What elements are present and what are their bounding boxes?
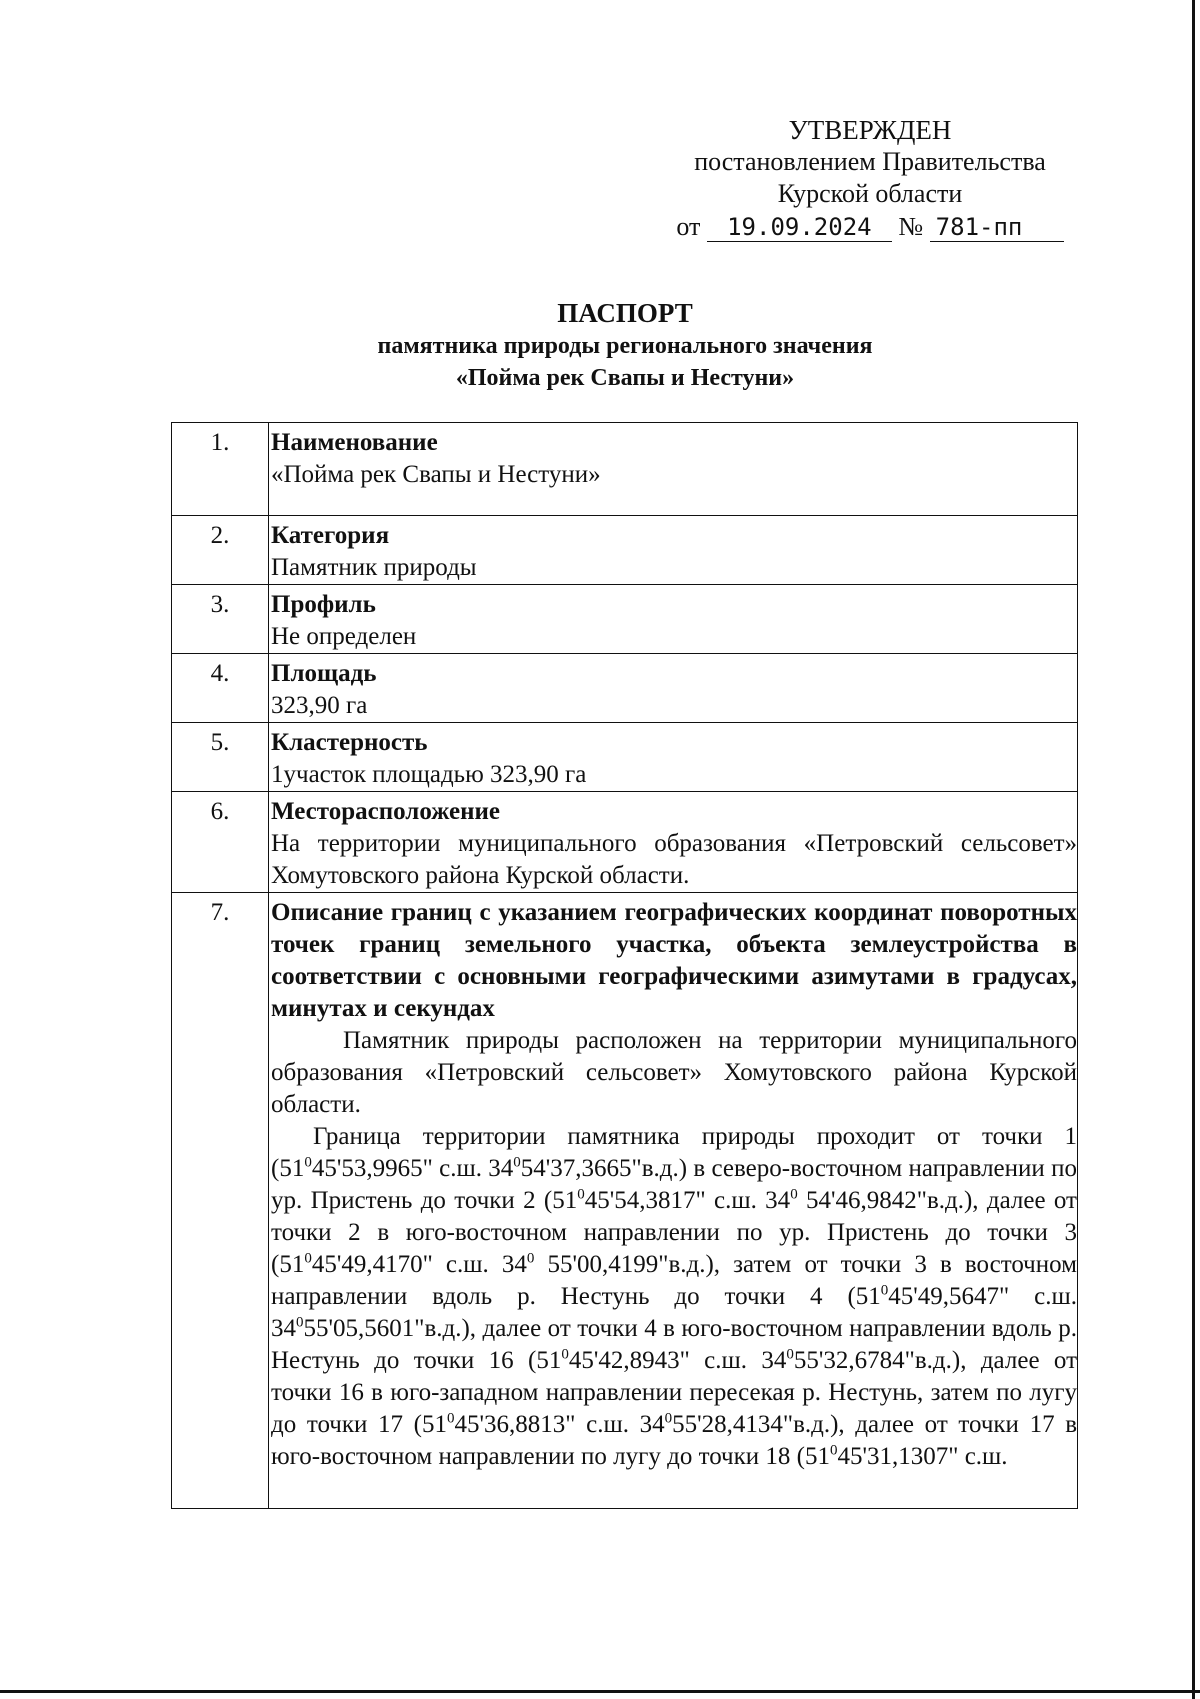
row-title: Профиль — [271, 591, 376, 618]
row-number: 7. — [172, 893, 269, 1509]
row-paragraph-2 — [271, 1121, 1077, 1473]
degree-mark: 0 — [790, 1186, 798, 1203]
document-heading — [160, 296, 1090, 394]
row-text: 323,90 га — [271, 692, 368, 719]
text-span: 45'49,4170" с.ш. 34 — [311, 1251, 527, 1278]
text-span: 45'42,8943" с.ш. 34 — [568, 1347, 787, 1374]
approval-title: УТВЕРЖДЕН — [788, 115, 952, 145]
table-row — [172, 723, 1078, 792]
row-number: 6. — [172, 792, 269, 893]
text-span: 45'49,5647" с.ш. 34 — [271, 1283, 1077, 1342]
degree-mark: 0 — [526, 1250, 535, 1267]
page-border-bottom — [0, 1690, 1200, 1693]
degree-mark: 0 — [304, 1250, 312, 1267]
text-span: 45'31,1307" с.ш. — [837, 1443, 1008, 1470]
table-row — [172, 654, 1078, 723]
degree-mark: 0 — [561, 1346, 569, 1363]
row-content — [269, 585, 1078, 654]
row-title: Категория — [271, 522, 390, 549]
degree-mark: 0 — [664, 1410, 673, 1427]
text-span: 55'05,5601"в.д.), далее от точки 4 в юго-восточном направлении вдоль р. Нестунь до точки 16 (51 — [271, 1315, 1077, 1374]
text-span: 45'36,8813" с.ш. 34 — [454, 1411, 665, 1438]
passport-table — [171, 422, 1078, 1509]
approval-line-1: постановлением Правительства — [694, 147, 1046, 176]
row-text: 1участок площадью 323,90 га — [271, 761, 587, 788]
row-number: 3. — [172, 585, 269, 654]
table-row — [172, 792, 1078, 893]
text-span: 55'32,6784"в.д.), далее от точки 16 в юго-западном направлении пересекая р. Нестунь, затем по лугу до точки 17 (51 — [271, 1347, 1078, 1438]
row-title: Наименование — [271, 429, 438, 456]
text-span: 54'46,9842"в.д.), далее от точки 2 в юго-восточном направлении по ур. Пристень до точки 3 (51 — [271, 1187, 1077, 1278]
approval-stamp — [660, 114, 1080, 243]
row-content — [269, 893, 1078, 1509]
row-number: 2. — [172, 516, 269, 585]
approval-date-line — [660, 211, 1080, 243]
row-text: На территории муниципального образования «Петровский сельсовет» Хомутовского района Курской области. — [271, 830, 1077, 889]
row-content — [269, 723, 1078, 792]
table-row — [172, 516, 1078, 585]
approval-date: 19.09.2024 — [707, 213, 892, 242]
degree-mark: 0 — [513, 1154, 521, 1171]
page-border-right — [1192, 0, 1195, 1699]
text-span: 55'28,4134"в.д.), далее от точки 17 в юго-восточном направлении по лугу до точки 18 (51 — [271, 1411, 1078, 1470]
text-span: 45'53,9965" с.ш. 34 — [311, 1155, 514, 1182]
row-title: Месторасположение — [271, 798, 500, 825]
table-row — [172, 893, 1078, 1509]
number-sign: № — [898, 212, 924, 241]
row-content — [269, 654, 1078, 723]
row-content — [269, 423, 1078, 516]
text-span: 54'37,3665"в.д.) в северо-восточном направлении по ур. Пристень до точки 2 (51 — [271, 1155, 1077, 1214]
row-paragraph-1: Памятник природы расположен на территории муниципального образования «Петровский сельсовет» Хомутовского района Курской области. — [271, 1027, 1077, 1118]
degree-mark: 0 — [786, 1346, 794, 1363]
document-title: ПАСПОРТ — [557, 298, 693, 328]
row-text: Не определен — [271, 623, 417, 650]
table-row — [172, 585, 1078, 654]
degree-mark: 0 — [577, 1186, 585, 1203]
text-span: Граница территории памятника природы проходит от точки 1 (51 — [271, 1123, 1077, 1182]
degree-mark: 0 — [447, 1410, 455, 1427]
degree-mark: 0 — [304, 1154, 312, 1171]
row-text: «Пойма рек Свапы и Нестуни» — [271, 461, 601, 488]
text-span: 55'00,4199"в.д.), затем от точки 3 в восточном направлении вдоль р. Нестунь до точки 4 (51 — [271, 1251, 1077, 1310]
row-content — [269, 792, 1078, 893]
object-name: «Пойма рек Свапы и Нестуни» — [455, 365, 795, 391]
text-span: 45'54,3817" с.ш. 34 — [584, 1187, 791, 1214]
approval-line-2: Курской области — [777, 179, 963, 208]
degree-mark: 0 — [829, 1442, 838, 1459]
degree-mark: 0 — [296, 1314, 304, 1331]
degree-mark: 0 — [880, 1282, 889, 1299]
document-subtitle: памятника природы регионального значения — [377, 333, 873, 359]
row-number: 5. — [172, 723, 269, 792]
date-prefix: от — [676, 212, 701, 241]
approval-number: 781-пп — [930, 213, 1064, 242]
row-number: 4. — [172, 654, 269, 723]
table-row — [172, 423, 1078, 516]
row-title: Площадь — [271, 660, 377, 687]
row-number: 1. — [172, 423, 269, 516]
row-text: Памятник природы — [271, 554, 477, 581]
row-title: Кластерность — [271, 729, 428, 756]
row-title: Описание границ с указанием географических координат поворотных точек границ земельного участка, объекта землеустройства в соответствии с основными географическими азимутами в градусах, минутах и секундах — [271, 899, 1077, 1022]
row-content — [269, 516, 1078, 585]
